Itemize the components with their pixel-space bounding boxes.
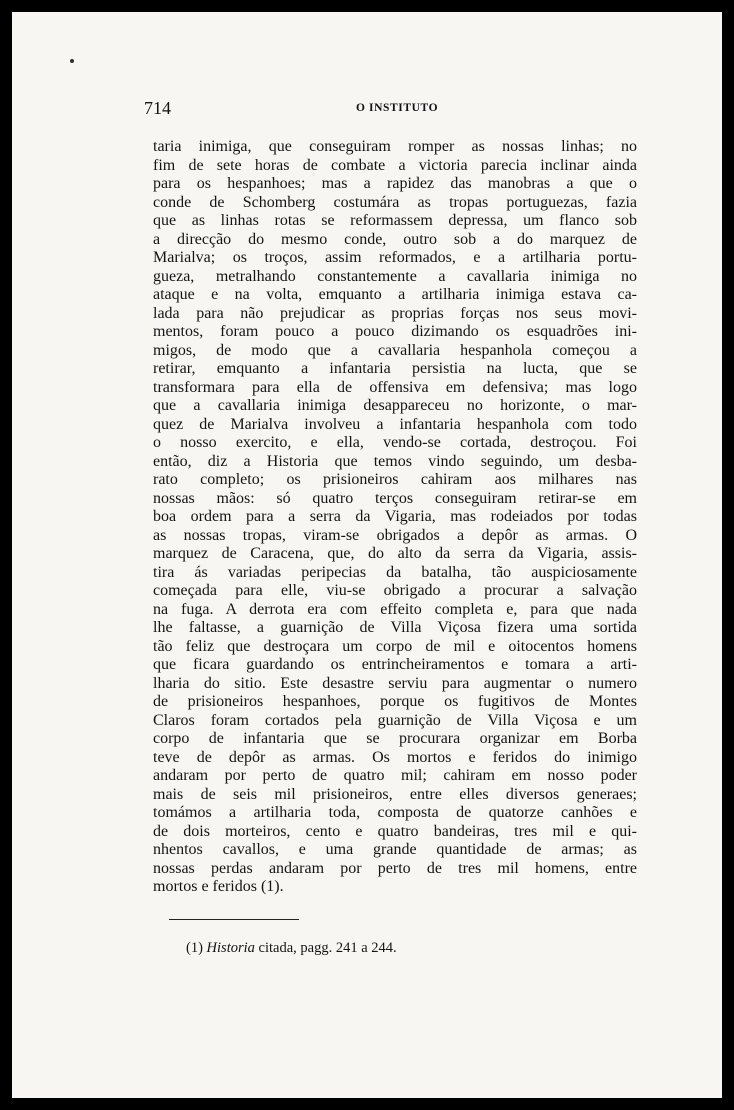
text-line: tira ás variadas peripecias da batalha, tão auspiciosamente [153,563,637,581]
text-line: Marialva; os troços, assim reformados, e a artilharia portu- [153,249,637,266]
running-title: O INSTITUTO [356,102,439,114]
text-line: nossas perdas andaram por perto de tres mil homens, entre [153,859,637,877]
text-line: conde de Schomberg costumára as tropas portuguezas, fazia [153,193,637,211]
text-line: corpo de infantaria que se procurara organizar em Borba [153,730,637,747]
text-line: as nossas tropas, viram-se obrigados a depôr as armas. O [153,526,637,544]
text-line: mentos, foram pouco a pouco dizimando os esquadrões ini- [153,323,637,340]
text-line: migos, de modo que a cavallaria hespanhola começou a [153,341,637,359]
text-line: quez de Marialva involveu a infantaria hespanhola com todo [153,415,637,433]
book-page [12,12,722,1098]
text-line: transformara para ella de offensiva em defensiva; mas logo [153,378,637,396]
footnote-rule [169,919,299,920]
text-line: na fuga. A derrota era com effeito completa e, para que nada [153,600,637,618]
page-header [144,98,644,120]
ink-speck [70,59,74,63]
text-line: tomámos a artilharia toda, composta de quatorze canhões e [153,804,637,821]
text-line: marquez de Caracena, que, do alto da serra da Vigaria, assis- [153,545,637,562]
footnote-text: citada, pagg. 241 a 244. [258,940,397,956]
text-line: boa ordem para a serra da Vigaria, mas rodeiados por todas [153,508,637,525]
text-line: a direcção do mesmo conde, outro sob a do marquez de [153,230,637,248]
text-line: ataque e na volta, emquanto a artilharia inimiga estava ca- [153,286,637,303]
text-line: nossas mãos: só quatro terços conseguiram retirar-se em [153,489,637,507]
text-line: gueza, metralhando constantemente a cavallaria inimiga no [153,267,637,285]
text-line: para os hespanhoes; mas a rapidez das manobras a que o [153,175,637,192]
text-line: que a cavallaria inimiga desappareceu no horizonte, o mar- [153,397,637,414]
text-line: que as linhas rotas se reformassem depressa, um flanco sob [153,212,637,229]
text-line: retirar, emquanto a infantaria persistia na lucta, que se [153,360,637,377]
text-line: rato completo; os prisioneiros cahiram aos milhares nas [153,471,637,488]
text-line: fim de sete horas de combate a victoria parecia inclinar ainda [153,156,637,174]
main-text [153,138,637,897]
text-line: de dois morteiros, cento e quatro bandeiras, tres mil e qui- [153,822,637,840]
text-line: Claros foram cortados pela guarnição de Villa Viçosa e um [153,711,637,729]
text-line: então, diz a Historia que temos vindo seguindo, um desba- [153,452,637,470]
text-line: mortos e feridos (1). [153,878,284,895]
text-line: tão feliz que destroçara um corpo de mil e oitocentos homens [153,637,637,655]
page-number: 714 [144,98,171,118]
text-line: o nosso exercito, e ella, vendo-se cortada, destroçou. Foi [153,434,637,451]
text-line: de prisioneiros hespanhoes, porque os fugitivos de Montes [153,693,637,710]
footnote-source-title: Historia [206,940,255,956]
text-line: começada para elle, viu-se obrigado a procurar a salvação [153,582,637,599]
text-line: lhe faltasse, a guarnição de Villa Viçosa fizera uma sortida [153,619,637,636]
text-line: taria inimiga, que conseguiram romper as nossas linhas; no [153,138,637,155]
text-line: lharia do sitio. Este desastre serviu para augmentar o numero [153,674,637,692]
footnote-marker: (1) [186,940,203,956]
text-line: lada para não prejudicar as proprias forças nos seus movi- [153,304,637,322]
text-line: nhentos cavallos, e uma grande quantidade de armas; as [153,841,637,858]
footnote [186,940,397,957]
text-line: teve de depôr as armas. Os mortos e feridos do inimigo [153,748,637,766]
text-line: mais de seis mil prisioneiros, entre elles diversos generaes; [153,785,637,803]
text-line: que ficara guardando os entrincheiramentos e tomara a arti- [153,656,637,673]
text-line: andaram por perto de quatro mil; cahiram em nosso poder [153,767,637,784]
